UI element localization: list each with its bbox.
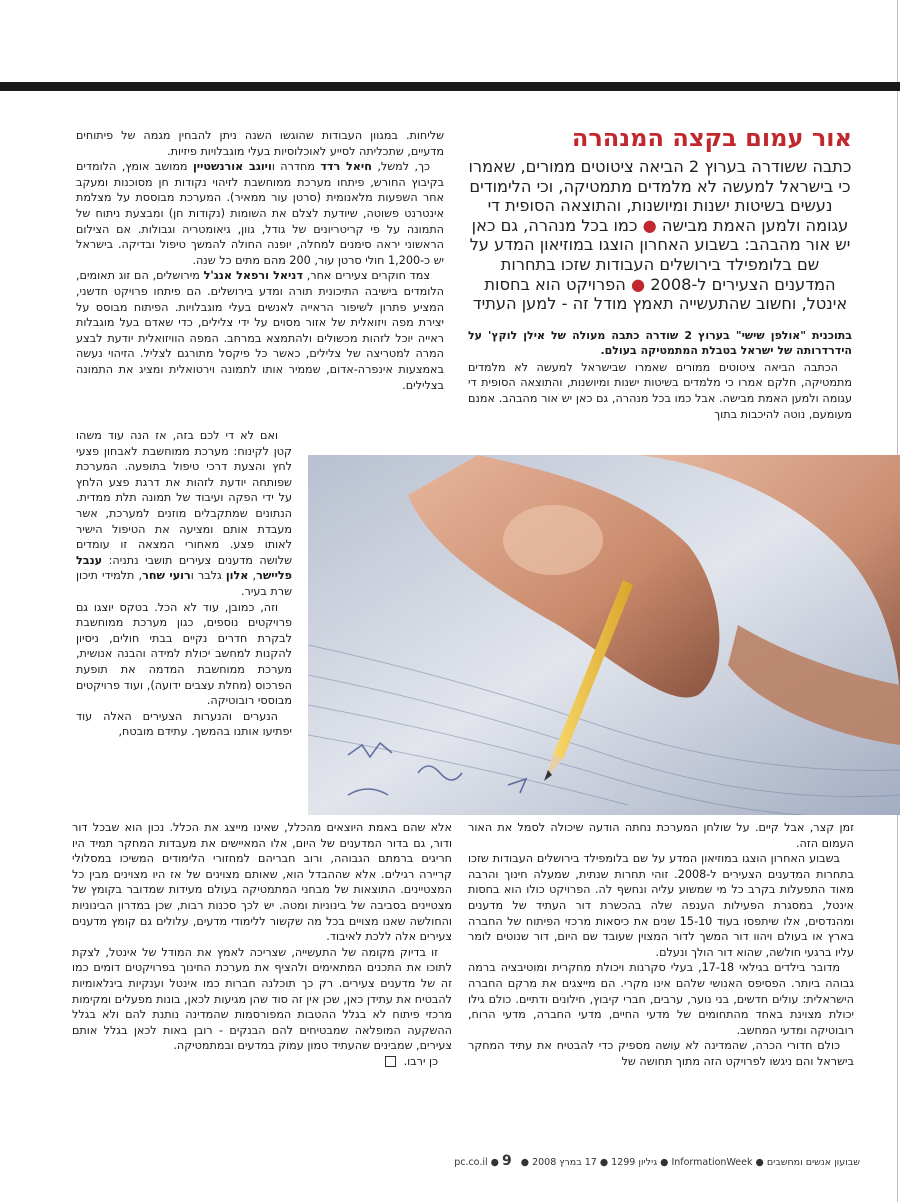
text-run: גלבר ו	[190, 569, 222, 583]
bullet-dot-icon: ●	[642, 215, 657, 235]
text-run: ממושב אומץ, הלומדים בקיבוץ החורש, פיתחו מערכת ממוחשבת לזיהוי נקודות חן מסוכנות ומעקב אחר השפעות מלאנומית (סרטן עור ממאיר). המערכת מבוססת על מצלמת אינטרנט פשוטה, שיודעת לצלם את השומות (נקודות חן) ומבצעת ניתוח של התמונה על פי קריטריונים של גודל, גוון, גיאומטריה וגבולות. אם הצילום הראשוני יראה סימנים למחלה, יופנה החולה להמשך טיפול ובדיקה. בישראל יש כ-1,200 חולי סרטן עור, 200 מהם מתים כל שנה.	[76, 160, 444, 267]
body-paragraph	[72, 1054, 452, 1070]
closing-text: כן ירבו.	[403, 1054, 438, 1068]
person-name: ענבל פליישר	[76, 553, 293, 583]
person-name: אלון	[225, 569, 249, 583]
footer-text: שבועון אנשים ומחשבים ● InformationWeek ● גיליון 1299 ● 17 במרץ 2008 ● pc.co.il ●	[454, 1157, 860, 1168]
body-paragraph: הנערים והנערות הצעירים האלה עוד יפתיעו אותנו בהמשך. עתידם מובטח,	[76, 709, 292, 739]
body-paragraph: בשבוע האחרון הוצגו במוזיאון המדע על שם בלומפילד בירושלים העבודות שזכו בתחרות המדענים הצעירים ל-2008. זוהי תחרות שנתית, שמעלה חינוך והרבה מאוד התפעלות בקרב כל מי שמשוע עליה ונחשף לה. הפרויקט כולו הוא בחסות אינטל, במסגרת הפעילות הענפה שלה בהכשרת דור העתיד של מדענים ומהנדסים, אלו שיתפסו בעוד 15-10 שנים את כיסאות מרכזי הפיתוח של החברה בארץ או בעולם ויהוו דור המשך לדור המצוין שעובד שם היום, דור שנוטים לומר עליו ברגעי חולשה, שהוא דור הולך ונעלם.	[468, 852, 854, 959]
top-bar	[0, 82, 900, 91]
page-number: 9	[501, 1153, 512, 1169]
body-column-left-mid	[76, 428, 292, 740]
text-run: ואם לא די לכם בזה, אז הנה עוד משהו קטן לקינוח: מערכת ממוחשבת לאבחון פצעי לחץ והצעת דרכי טיפול בתופעה. המערכת שפותחה יודעת לזהות את דרגת פצע הלחץ על ידי הפקה ועיבוד של תמונה תלת ממדית. הנתונים שמתקבלים מוזנים למערכת, אשר מעבדת אותם ומציעה את הטיפול הישיר לאותו פצע. מאחורי המצאה זו עומדים שלושה מדענים צעירים תושבי נתניה:	[76, 429, 292, 567]
body-column-left-top	[76, 128, 444, 393]
deck-part-3: הפרויקט הוא בחסות אינטל, וחשוב שהתעשייה תאמץ מודל זה - למען העתיד	[472, 274, 848, 314]
body-paragraph: כולם חדורי הכרה, שהמדינה לא עושה מספיק כדי להבטיח את עתיד המחקר בישראל והם ניגשו לפרויקט הזה מתוך תחושה של	[468, 1039, 854, 1068]
body-column-right-bottom	[468, 820, 854, 1070]
body-paragraph: זמן קצר, אבל קיים. על שולחן המערכת נחתה הודעה שיכולה לסמל את האור העמום הזה.	[468, 821, 854, 850]
body-paragraph	[76, 268, 444, 393]
lead-paragraph: בתוכנית "אולפן שישי" בערוץ 2 שודרה כתבה מעולה של אילן לוקץ' על הידרדרותה של ישראל בטבלת המתמטיקה בעולם.	[468, 328, 853, 357]
article-header-column	[468, 123, 852, 422]
end-of-article-icon	[385, 1056, 396, 1067]
deck	[468, 157, 852, 314]
person-name: חיאל רדד	[320, 160, 372, 174]
text-run: מירושלים, הם זוג תאומים, הלומדים בישיבה התיכונית תורה ומדע בירושלים. הם פיתחו פרויקט חדשני, המציע פתרון לשיפור הראייה לאנשים בעלי מוגבלויות. הפיתוח מבוסס על יצירת מפה ויזואלית של אזור מסוים על ידי צלילים, כדי שאדם בעל מוגבלות ראייה יוכל לזהות מכשולים ולהתמצא במרחב. המפה הוויזואלית יודעת לבצע המרה למטריצה של צלילים, כאשר כל פיקסל מתורגם לצליל. הזיהוי נעשה באמצעות אינפרה-אדום, שממיר אותו לתמונה וירטואלית ומציג את התמונה בצלילים.	[76, 269, 444, 392]
body-paragraph: זו בדיוק מקומה של התעשייה, שצריכה לאמץ את המודל של אינטל, לצקת לתוכו את התכנים המתאימים ולהציף את מערכת החינוך בפרויקטים דומים כמו זה של מדענים צעירים. רק כך תוכלנה חברות כמו אינטל וענקיות בינלאומיות להבטיח את עתידן כאן, שכן אין זה סוד שהן מגיעות לכאן, בונות מפעלים ומקימות מרכזי פיתוח לא בגלל ההטבות המפורסמות שהמדינה נותנת להם ולא בגלל ההשקעה המופלאה שמבטיחים להם הבנקים - רובן באות לכאן בגלל אותם צעירים, שמבינים שהעתיד טמון עמוק במדעים ובמתמטיקה.	[72, 945, 452, 1053]
body-paragraph: שליחות. במגוון העבודות שהוגשו השנה ניתן להבחין מגמה של פיתוחים מדעיים, שתכליתה לסייע לאוכלוסיות בעלי מוגבלויות פיזיות.	[76, 129, 444, 158]
page-footer	[60, 1153, 860, 1169]
text-run: מחדרה ו	[271, 160, 315, 174]
headline: אור עמום בקצה המנהרה	[571, 124, 852, 152]
body-paragraph: אלא שהם באמת היוצאים מהכלל, שאינו מייצג את הכלל. נכון הוא שבכל דור ודור, גם בדור המדענים של היום, אלו המאיישים את מעבדות המחקר תמיד היו חריגים ברמתם הגבוהה, ורוב חבריהם למחזורי הלימודים המשיכו במסלולי קריירה רגילים. אלא שההבדל הוא, שאותם מצוינים של אז היו מצוינים מבין כל המצטיינים. התוצאות של מבחני המתמטיקה בעולם מעידות שמדובר בקומץ של מצטיינים בסביבה של בינוניות ומטה. יש לכך סכנות רבות, שכן במדרון הבינוניות והחולשה שאנו מצויים בכל מה שקשור ללימודי מדעים, עלולים גם קומץ מדענים צעירים אלה ללכת לאיבוד.	[72, 821, 452, 944]
body-paragraph: וזה, כמובן, עוד לא הכל. בטקס יוצגו גם פרויקטים נוספים, כגון מערכת ממוחשבת לבקרת חדרים נקיים בבתי חולים, ניסיון להקנות למחשב יכולת למידה והבנה אנושית, מערכת ממוחשבת המדמה את תופעת הפרכוס (מחלת עצבים ידועה), ועוד פרויקטים מבוססי רובוטיקה.	[76, 600, 292, 708]
person-name: דניאל ורפאל אנג'ל	[203, 269, 303, 283]
body-column-left-bottom	[72, 820, 452, 1070]
person-name: רועי שחר	[142, 569, 191, 583]
body-paragraph: ואם לא די לכם בזה, אז הנה עוד משהו קטן לקינוח: מערכת ממוחשבת לאבחון פצעי לחץ והצעת דרכי טיפול בתופעה. המערכת שפותחה יודעת לזהות את דרגת פצע הלחץ על ידי הפקה ועיבוד של תמונה תלת ממדית. הנתונים שמתקבלים מוזנים למערכת, אשר מעבדת אותם ומציעה את הטיפול הישיר לאותו פצע. מאחורי המצאה זו עומדים שלושה מדענים צעירים תושבי נתניה: ענבל פליישר, אלון גלבר ורועי שחר, תלמידי תיכון שרת בעיר.	[76, 429, 293, 598]
deck-part-2: כמו בכל מנהרה, גם כאן יש אור מהבהב: בשבוע האחרון הוצגו במוזיאון המדע על שם בלומפילד בירושלים העבודות שזכו בתחרות המדענים הצעירים ל-2008	[469, 215, 851, 294]
body-paragraph: הכתבה הביאה ציטוטים ממורים שאמרו שבישראל למעשה לא מלמדים מתמטיקה, חלקם אמרו כי מלמדים בשיטות ישנות ומיושנות, והתוצאה הסופית די עגומה ולמען האמת מבישה. אבל כמו בכל מנהרה, גם כאן יש אור מהבהב. אמנם מעומעם, נוטה להיכבות בתוך	[468, 360, 852, 421]
body-paragraph	[76, 159, 444, 268]
text-run: צמד חוקרים צעירים אחר,	[306, 269, 430, 283]
text-run: כך, למשל,	[377, 160, 431, 174]
article-photo	[308, 455, 900, 815]
body-paragraph: מדובר בילדים בגילאי 17-18, בעלי סקרנות ויכולת מחקרית ומוטיבציה ברמה גבוהה ביותר. הפסיפס האנושי שלהם אינו מקרי. הם מייצגים את מרקם החברה הישראלית: עולים חדשים, בני נוער, ערבים, חברי קיבוץ, חילונים ודתיים. כולם גילו יכולת מצוינת באחד מהתחומים של מדעי החיים, מדעי החברה, מדעי הרוח, רובוטיקה ומדעי המחשב.	[468, 961, 854, 1037]
person-name: ויוגב אורנשטיין	[192, 160, 272, 174]
deck-part-1: כתבה ששודרה בערוץ 2 הביאה ציטוטים ממורים, שאמרו כי בישראל למעשה לא מלמדים מתמטיקה, וכי הלימודים נעשים בשיטות ישנות ומיושנות, והתוצאה הסופית די עגומה ולמען האמת מבישה	[468, 157, 852, 235]
text-run: , תלמידי תיכון שרת בעיר.	[76, 569, 292, 598]
pencil-hand-illustration	[308, 455, 900, 815]
bullet-dot-icon: ●	[630, 274, 646, 294]
